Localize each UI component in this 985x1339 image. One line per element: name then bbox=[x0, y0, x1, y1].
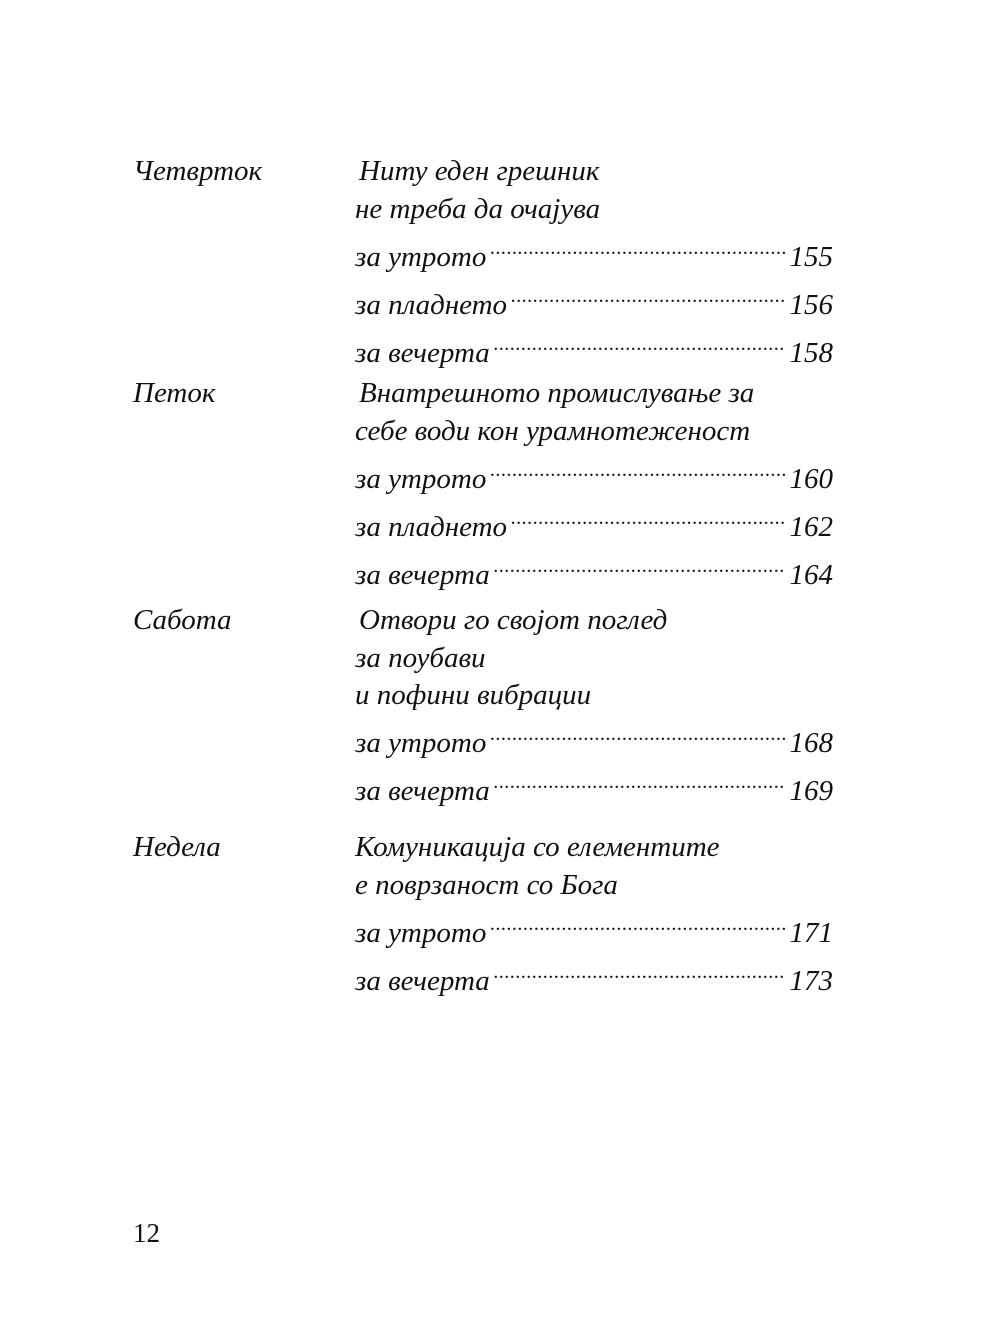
entry-page-number: 155 bbox=[789, 240, 833, 273]
section-title-line: и пофини вибрации bbox=[355, 679, 592, 711]
entry-page-number: 162 bbox=[789, 510, 833, 543]
entry-label: за утрото bbox=[355, 916, 487, 949]
page-number: 12 bbox=[133, 1218, 160, 1248]
section-title-line: Комуникација со елементите bbox=[355, 831, 720, 863]
entry-label: за вечерта bbox=[355, 775, 490, 807]
toc-entry bbox=[355, 763, 833, 811]
toc-entry bbox=[355, 546, 833, 594]
section-content bbox=[355, 153, 835, 372]
dot-leader bbox=[494, 324, 786, 362]
dot-leader bbox=[490, 715, 785, 753]
toc-entry bbox=[355, 228, 833, 276]
section-title-line: Ниту еден грешник bbox=[359, 155, 600, 187]
day-name: Сабота bbox=[133, 604, 232, 636]
toc-entry bbox=[355, 450, 833, 498]
section-title-line: за поубави bbox=[355, 641, 486, 674]
entry-label: за утрото bbox=[355, 240, 487, 273]
dot-leader bbox=[494, 546, 786, 584]
section-title-line: Внатрешното промислување за bbox=[359, 377, 755, 409]
entry-page-number: 169 bbox=[789, 775, 833, 807]
dot-leader bbox=[494, 952, 786, 990]
dot-leader bbox=[494, 763, 786, 801]
dot-leader bbox=[490, 450, 785, 488]
dot-leader bbox=[490, 904, 785, 942]
section-title-line: себе води кон урамнотеженост bbox=[355, 414, 751, 447]
day-name: Четврток bbox=[133, 155, 263, 187]
section-content bbox=[355, 829, 835, 1000]
entry-label: за вечерта bbox=[355, 336, 490, 369]
entry-page-number: 160 bbox=[789, 462, 833, 495]
toc-entry bbox=[355, 904, 833, 952]
section-content bbox=[355, 375, 835, 594]
entry-page-number: 164 bbox=[789, 558, 833, 591]
section-title-line: е поврзаност со Бога bbox=[355, 868, 618, 901]
day-name: Недела bbox=[133, 831, 221, 863]
entry-label: за утрото bbox=[355, 462, 487, 495]
entry-page-number: 156 bbox=[789, 288, 833, 321]
entry-label: за пладнето bbox=[355, 510, 508, 543]
toc-entry bbox=[355, 498, 833, 546]
entry-page-number: 173 bbox=[789, 964, 833, 997]
entry-label: за вечерта bbox=[355, 964, 490, 997]
day-name: Петок bbox=[133, 377, 216, 409]
dot-leader bbox=[511, 276, 785, 314]
entry-label: за пладнето bbox=[355, 288, 508, 321]
entry-page-number: 168 bbox=[789, 727, 833, 759]
section-content bbox=[355, 602, 835, 811]
entry-page-number: 158 bbox=[789, 336, 833, 369]
toc-entry bbox=[355, 715, 833, 763]
toc-entry bbox=[355, 952, 833, 1000]
dot-leader bbox=[490, 228, 785, 266]
section-title-line: Отвори го својот поглед bbox=[359, 604, 668, 636]
dot-leader bbox=[511, 498, 785, 536]
entry-page-number: 171 bbox=[789, 916, 833, 949]
section-title-line: не треба да очајува bbox=[355, 192, 601, 225]
toc-entry bbox=[355, 276, 833, 324]
entry-label: за вечерта bbox=[355, 558, 490, 591]
toc-entry bbox=[355, 324, 833, 372]
entry-label: за утрото bbox=[355, 727, 487, 759]
